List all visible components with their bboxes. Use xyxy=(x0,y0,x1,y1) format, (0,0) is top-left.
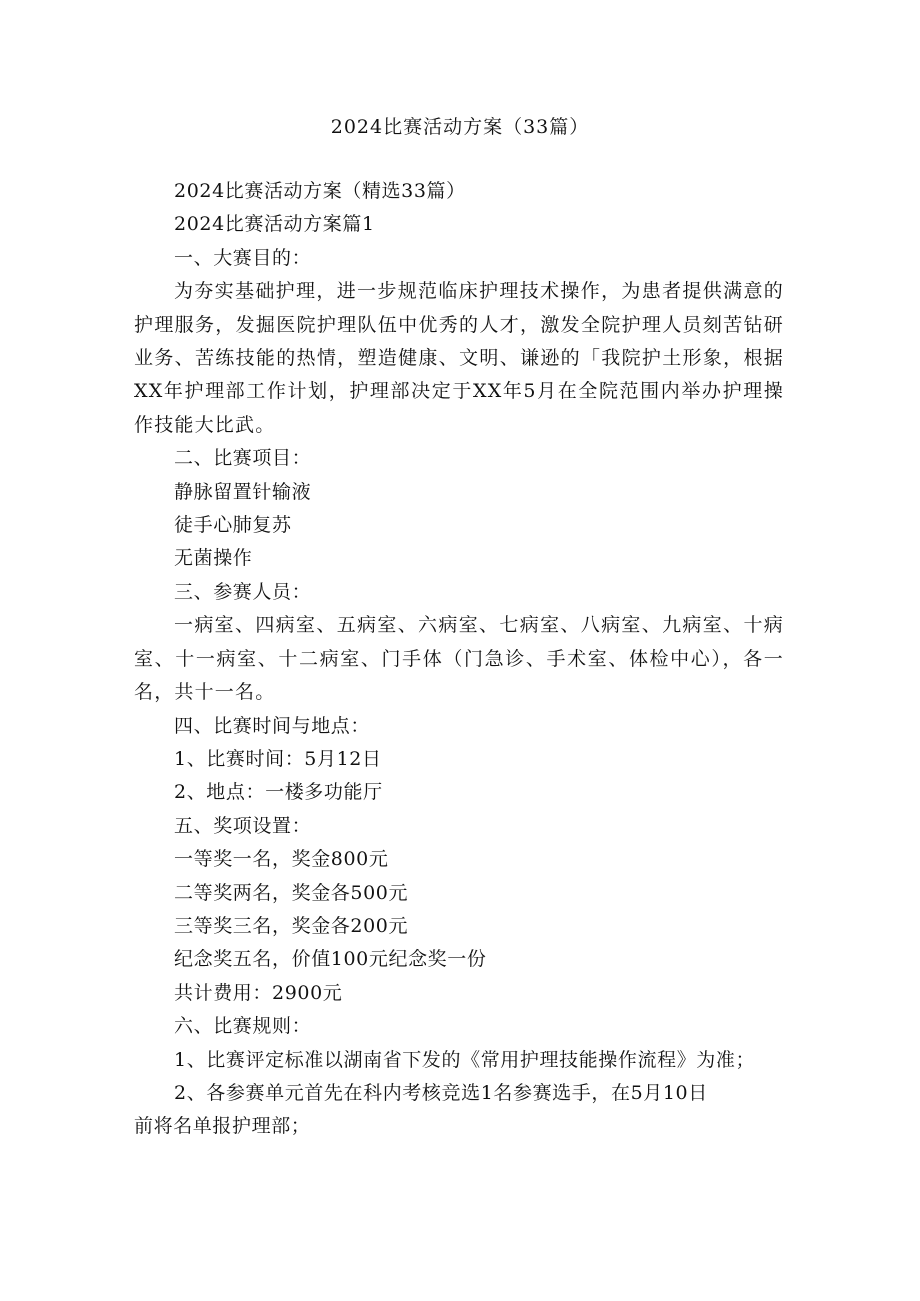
list-item: 三等奖三名，奖金各200元 xyxy=(174,914,409,937)
heading-awards: 五、奖项设置： xyxy=(174,814,312,837)
document-body xyxy=(134,175,784,1144)
list-item: 1、比赛评定标准以湖南省下发的《常用护理技能操作流程》为准； xyxy=(174,1048,756,1071)
list-item: 无菌操作 xyxy=(174,547,253,570)
document-title: 2024比赛活动方案（33篇） xyxy=(330,116,590,138)
list-item: 纪念奖五名，价值100元纪念奖一份 xyxy=(174,948,487,971)
heading-items: 二、比赛项目： xyxy=(174,447,312,470)
list-item: 2、各参赛单元首先在科内考核竞选1名参赛选手，在5月10日 xyxy=(174,1081,708,1104)
list-item: 一等奖一名，奖金800元 xyxy=(174,848,389,871)
list-item: 共计费用：2900元 xyxy=(174,981,343,1004)
heading-purpose: 一、大赛目的： xyxy=(174,246,312,269)
paragraph-purpose: 为夯实基础护理，进一步规范临床护理技术操作，为患者提供满意的护理服务，发掘医院护理队伍中优秀的人才，激发全院护理人员刻苦钻研业务、苦练技能的热情，塑造健康、文明、谦逊的「我院护土形象，根据XX年护理部工作计划，护理部决定于XX年5月在全院范围内举办护理操作技能大比武。 xyxy=(134,280,784,436)
list-item: 二等奖两名，奖金各500元 xyxy=(174,881,409,904)
list-item: 静脉留置针输液 xyxy=(174,480,312,503)
list-item: 2、地点：一楼多功能厅 xyxy=(174,781,383,804)
list-item: 徒手心肺复苏 xyxy=(174,514,292,537)
subtitle-paragraph: 2024比赛活动方案（精选33篇） xyxy=(174,180,466,202)
section-heading: 2024比赛活动方案篇1 xyxy=(174,213,375,236)
paragraph-participants: 一病室、四病室、五病室、六病室、七病室、八病室、九病室、十病室、十一病室、十二病室、门手体（门急诊、手术室、体检中心），各一名，共十一名。 xyxy=(134,614,784,704)
list-item: 1、比赛时间：5月12日 xyxy=(174,747,382,770)
heading-time-place: 四、比赛时间与地点： xyxy=(174,714,371,737)
heading-rules: 六、比赛规则： xyxy=(174,1015,312,1038)
heading-participants: 三、参赛人员： xyxy=(174,580,312,603)
list-item-continuation: 前将名单报护理部； xyxy=(134,1115,311,1138)
